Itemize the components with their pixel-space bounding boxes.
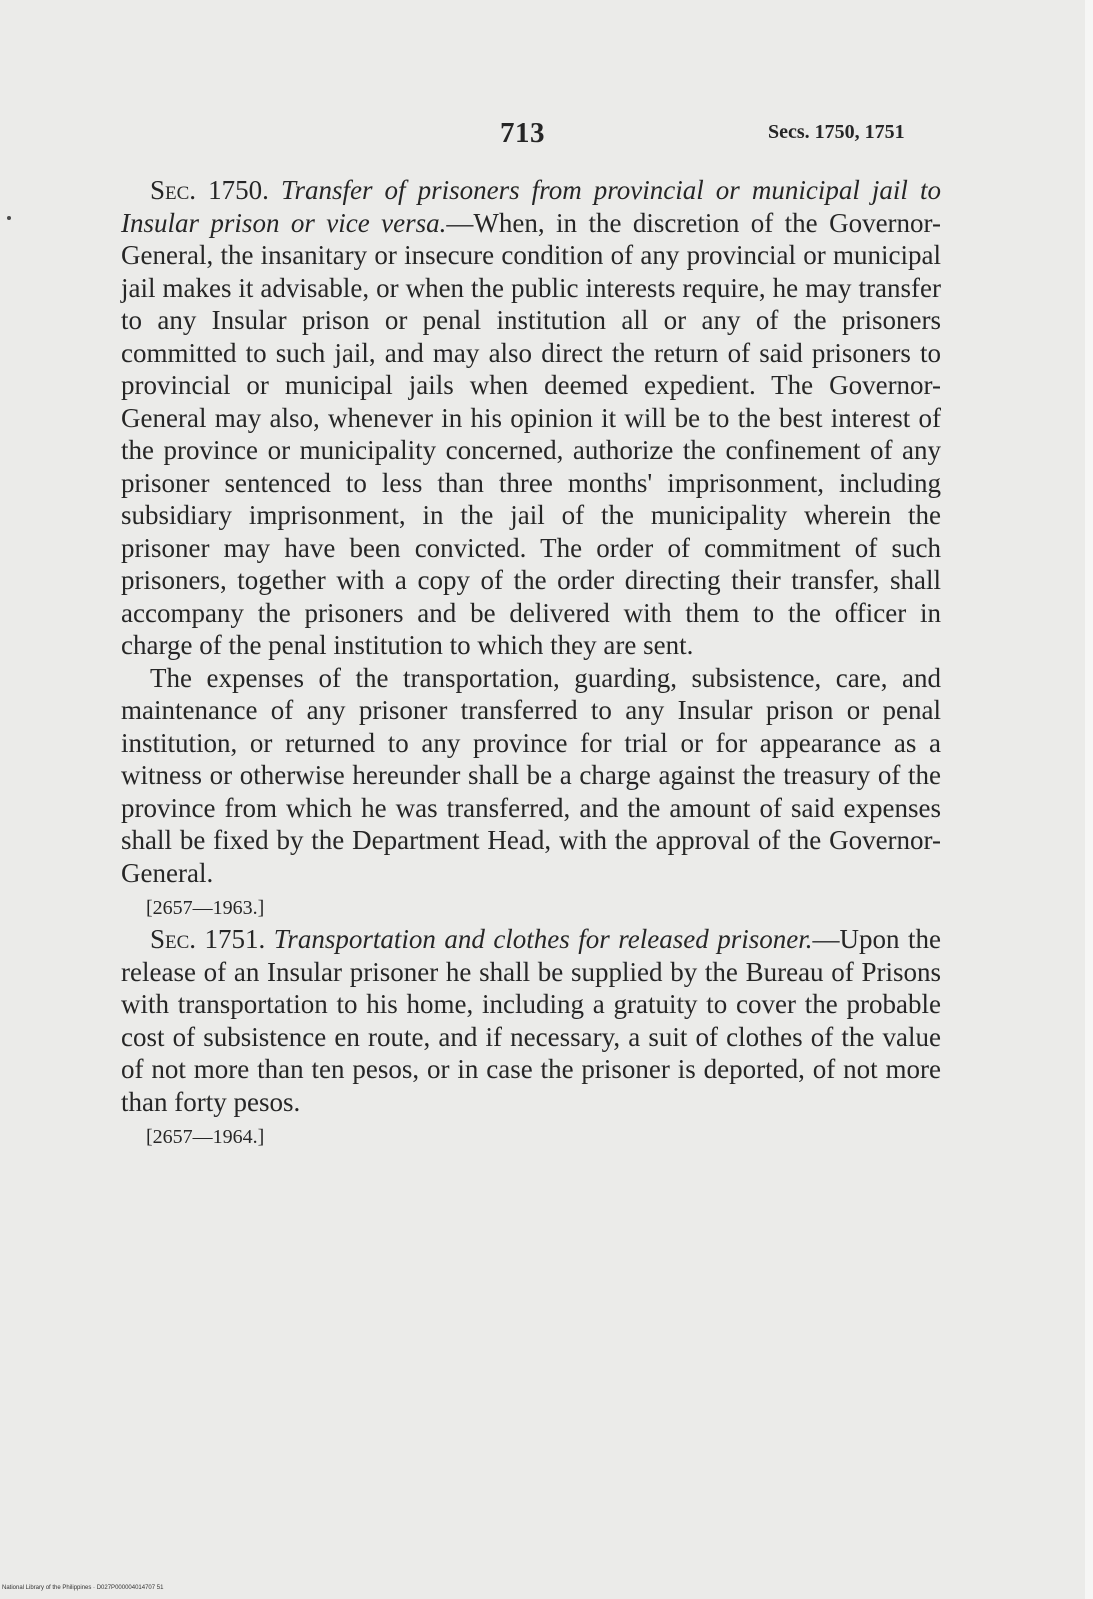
section-1751-citation: [2657—1964.] (146, 1126, 265, 1148)
section-1750-expenses-paragraph: The expenses of the transportation, guarding, subsistence, care, and maintenance of any prisoner transferred to any Insular prison or penal institution, or returned to any province for trial or for appearance as a witness or otherwise hereunder shall be a charge against the treasury of the province from which he was transferred, and the amount of said expenses shall be fixed by the Department Head, with the approval of the Governor-General. (121, 662, 941, 888)
body-text (121, 174, 941, 1152)
section-1750-paragraph (121, 174, 941, 662)
section-1751-paragraph (121, 923, 941, 1118)
section-number: 1750. (196, 175, 281, 205)
section-label: Sec. (150, 924, 197, 954)
scan-footer-note: National Library of the Philippines · D027P000004014707 51 (2, 1585, 164, 1591)
section-heading: Transfer of prisoners from provincial or municipal jail to Insular prison or vice versa. (121, 175, 941, 238)
section-text: —Upon the release of an Insular prisoner he shall be supplied by the Bureau of Prisons with transportation to his home, including a gratuity to cover the probable cost of subsistence en route, and if necessary, a suit of clothes of the value of not more than ten pesos, or in case the prisoner is deported, of not more than forty pesos. (121, 924, 941, 1117)
section-number: 1751. (196, 924, 274, 954)
section-heading: Transportation and clothes for released prisoner. (273, 924, 813, 954)
section-text: —When, in the discretion of the Governor-General, the insanitary or insecure condition of any provincial or municipal jail makes it advisable, or when the public interests require, he may transfer to any Insular prison or penal institution all or any of the prisoners committed to such jail, and may also direct the return of said prisoners to provincial or municipal jails when deemed expedient. The Governor-General may also, whenever in his opinion it will be to the best interest of the province or municipality concerned, authorize the confinement of any prisoner sentenced to less than three months' imprisonment, including subsidiary imprisonment, in the jail of the municipality wherein the prisoner may have been convicted. The order of commitment of such prisoners, together with a copy of the order directing their transfer, shall accompany the prisoners and be delivered with them to the officer in charge of the penal institution to which they are sent. (121, 207, 941, 660)
running-head: Secs. 1750, 1751 (768, 121, 905, 143)
margin-speck (7, 216, 11, 220)
section-label: Sec. (150, 175, 197, 205)
page-number: 713 (500, 117, 545, 149)
section-1750-citation: [2657—1963.] (146, 897, 265, 919)
